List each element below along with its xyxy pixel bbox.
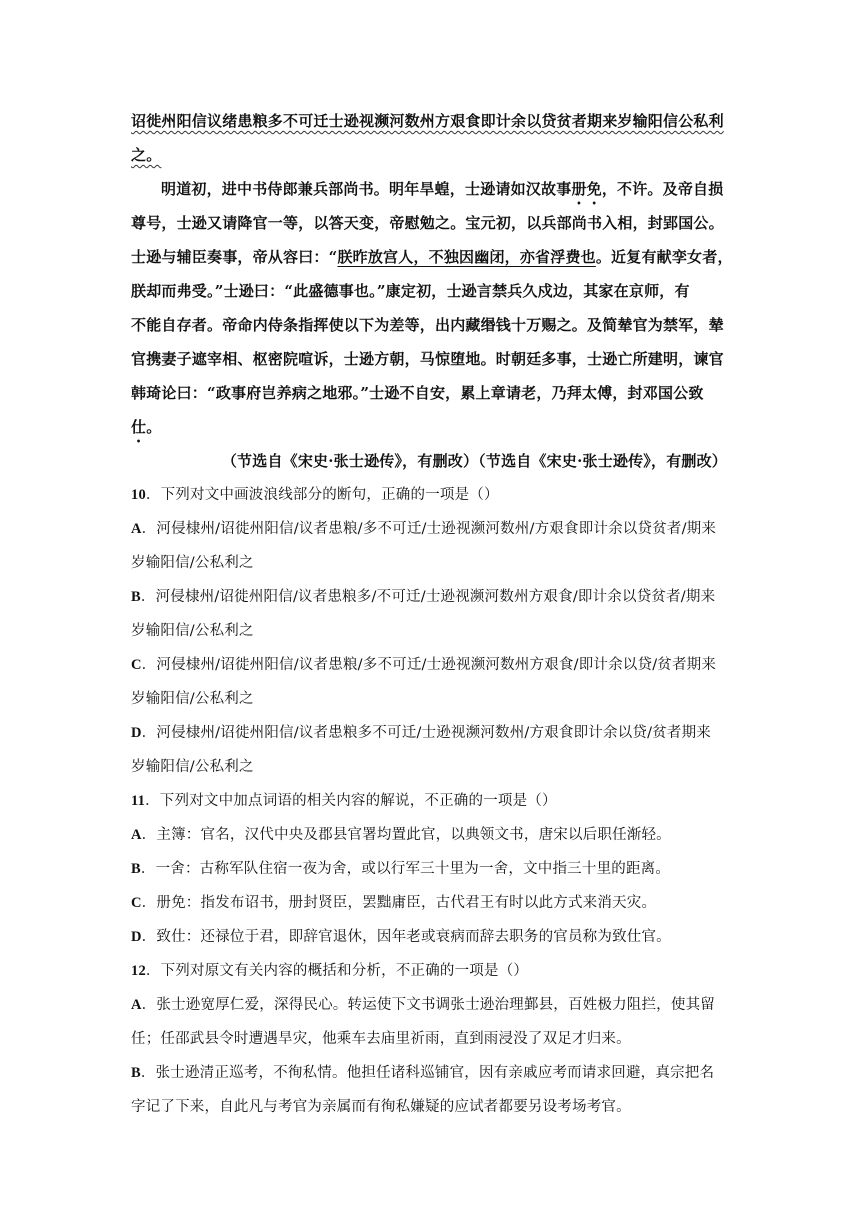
q12-option-a xyxy=(131,988,731,1022)
question-number: 11 xyxy=(131,793,146,809)
option-label: D xyxy=(131,725,142,741)
passage-line: 尊号，士逊又请降官一等，以答天变，帝慰勉之。宝元初，以兵部尚书入相，封郢国公。 xyxy=(131,214,724,232)
passage-line xyxy=(131,172,731,206)
question-number: 12 xyxy=(131,963,146,979)
q10-option-a xyxy=(131,512,731,546)
dotted-word: 仕 xyxy=(131,418,147,436)
passage-line xyxy=(131,104,731,138)
passage-text: 。近复有献孪女者， xyxy=(595,248,733,266)
option-text: ．河侵棣州/诏徙州阳信/议者患粮多不可迁/士逊视濒河数州/方艰食即计余以贷/贫者期来 xyxy=(141,725,711,741)
wavy-underlined-text: 诏徙州阳信议绪患粮多不可迁士逊视濒河数州方艰食即计余以贷贫者期来岁输阳信公私利 xyxy=(131,112,724,130)
q10-option-c-cont: 岁输阳信/公私利之 xyxy=(131,691,254,707)
passage-line xyxy=(131,138,731,172)
option-label: A xyxy=(131,521,142,537)
question-10-stem xyxy=(131,478,731,512)
option-text: ．册免：指发布诏书，册封贤臣，罢黜庸臣，古代君王有时以此方式来消天灾。 xyxy=(141,895,657,911)
q11-option-c xyxy=(131,886,731,920)
option-text: ．一舍：古称军队住宿一夜为舍，或以行军三十里为一舍，文中指三十里的距离。 xyxy=(140,861,671,877)
question-text: ．下列对文中画波浪线部分的断句，正确的一项是（） xyxy=(145,487,499,503)
option-label: A xyxy=(131,997,142,1013)
q12-option-b-cont: 字记了下来，自此凡与考官为亲属而有徇私嫌疑的应试者都要另设考场考官。 xyxy=(131,1099,631,1115)
question-text: ．下列对文中加点词语的相关内容的解说，不正确的一项是（） xyxy=(145,793,557,809)
option-label: C xyxy=(131,657,142,673)
option-label: B xyxy=(131,1065,141,1081)
question-11-stem xyxy=(131,784,731,818)
question-number: 10 xyxy=(131,487,146,503)
q10-option-b xyxy=(131,580,731,614)
option-label: C xyxy=(131,895,142,911)
option-text: ．河侵棣州/诏徙州阳信/议者患粮/多不可迁/士逊视濒河数州/方艰食即计余以贷贫者/期来 xyxy=(141,521,717,537)
passage-line: 不能自存者。帝命内侍条指挥使以下为差等，出内藏缗钱十万赐之。及简辇官为禁军，辇 xyxy=(131,316,724,334)
option-label: B xyxy=(131,589,141,605)
document-content xyxy=(131,104,731,1124)
q11-option-a xyxy=(131,818,731,852)
passage-text: 。 xyxy=(146,418,162,436)
question-12-stem xyxy=(131,954,731,988)
passage-text: ，不许。及帝自损 xyxy=(601,180,724,198)
q11-option-b xyxy=(131,852,731,886)
underlined-sentence: 朕昨放宫人，不独因幽闭，亦省浮费也 xyxy=(337,248,596,266)
option-text: ．河侵棣州/诏徙州阳信/议者患粮多/不可迁/士逊视濒河数州方艰食/即计余以贷贫者/期来 xyxy=(140,589,716,605)
option-text: ．河侵棣州/诏徙州阳信/议者患粮/多不可迁/士逊视濒河数州方艰食/即计余以贷/贫者期来 xyxy=(141,657,717,673)
option-text: ．张士逊清正巡考，不徇私情。他担任诸科巡铺官，因有亲戚应考而请求回避，真宗把名 xyxy=(140,1065,715,1081)
option-label: D xyxy=(131,929,142,945)
q10-option-a-cont: 岁输阳信/公私利之 xyxy=(131,555,254,571)
passage-source: （节选自《宋史·张士逊传》，有删改）（节选自《宋史·张士逊传》，有删改） xyxy=(221,452,727,470)
passage-line xyxy=(131,240,731,274)
option-label: B xyxy=(131,861,141,877)
passage-line xyxy=(131,410,731,444)
option-label: A xyxy=(131,827,142,843)
passage-line: 朕却而弗受。”士逊曰：“此盛德事也。”康定初，士逊言禁兵久戍边，其家在京师，有 xyxy=(131,282,690,300)
q10-option-c xyxy=(131,648,731,682)
dotted-word: 册免 xyxy=(571,180,602,198)
option-text: ．致仕：还禄位于君，即辞官退休，因年老或衰病而辞去职务的官员称为致仕官。 xyxy=(141,929,671,945)
option-text: ．主簿：官名，汉代中央及郡县官署均置此官，以典领文书，唐宋以后职任渐轻。 xyxy=(141,827,671,843)
passage-line: 官携妻子遮宰相、枢密院喧诉，士逊方朝，马惊堕地。时朝廷多事，士逊亡所建明，谏官 xyxy=(131,350,724,368)
q12-option-b xyxy=(131,1056,731,1090)
passage-text: 明道初，进中书侍郎兼兵部尚书。明年旱蝗，士逊请如汉故事 xyxy=(161,180,572,198)
option-text: ．张士逊宽厚仁爱，深得民心。转运使下文书调张士逊治理鄞县，百姓极力阻拦，使其留 xyxy=(141,997,715,1013)
q10-option-d xyxy=(131,716,731,750)
q12-option-a-cont: 任；任邵武县令时遭遇旱灾，他乘车去庙里祈雨，直到雨浸没了双足才归来。 xyxy=(131,1031,631,1047)
q10-option-d-cont: 岁输阳信/公私利之 xyxy=(131,759,254,775)
wavy-underlined-text: 之。 xyxy=(131,146,162,164)
q11-option-d xyxy=(131,920,731,954)
passage-text: 士逊与辅臣奏事，帝从容曰：“ xyxy=(131,248,338,266)
question-text: ．下列对原文有关内容的概括和分析，不正确的一项是（） xyxy=(145,963,529,979)
q10-option-b-cont: 岁输阳信/公私利之 xyxy=(131,623,254,639)
passage-line: 韩琦论曰：“政事府岂养病之地邪。”士逊不自安，累上章请老，乃拜太傅，封邓国公致 xyxy=(131,384,704,402)
